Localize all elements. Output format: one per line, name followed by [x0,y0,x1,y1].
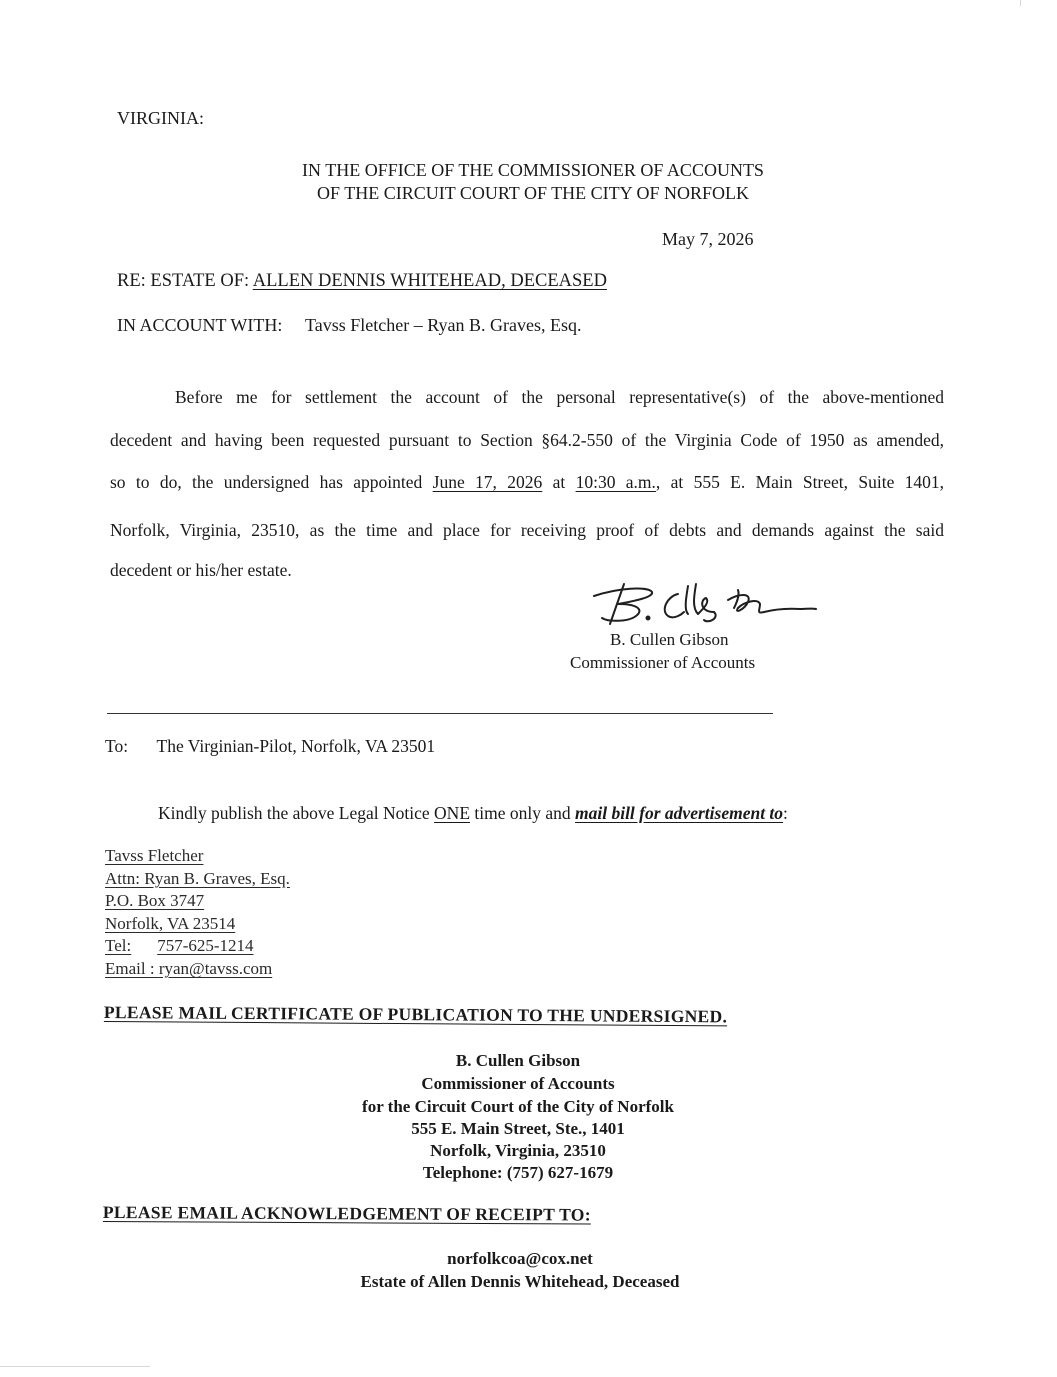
to-line [105,736,435,757]
hearing-date: June 17, 2026 [432,472,543,492]
certificate-street: 555 E. Main Street, Ste., 1401 [411,1119,625,1138]
estate-label: RE: ESTATE OF: [117,271,250,291]
estate-line [117,271,607,292]
billing-city: Norfolk, VA 23514 [105,914,236,933]
certificate-name: B. Cullen Gibson [455,1051,581,1070]
publish-suffix: : [783,803,788,823]
section-divider [107,713,773,714]
billing-email-line [105,959,272,979]
publish-count: ONE [434,803,471,823]
certificate-heading: PLEASE MAIL CERTIFICATE OF PUBLICATION TO THE UNDERSIGNED. [103,1002,728,1027]
certificate-court: for the Circuit Court of the City of Norfolk [362,1097,674,1116]
publish-prefix: Kindly publish the above Legal Notice [158,803,430,823]
account-with: Tavss Fletcher – Ryan B. Graves, Esq. [305,315,582,335]
billing-tel: 757-625-1214 [157,936,254,955]
body-line-3-at: at [552,472,566,492]
scan-corner-mark [1020,0,1021,6]
acknowledgement-email: norfolkcoa@cox.net [447,1249,593,1268]
body-line-3-prefix: so to do, the undersigned has appointed [110,472,423,492]
document-date: May 7, 2026 [662,229,754,249]
hearing-time: 10:30 a.m. [575,472,656,492]
signer-title: Commissioner of Accounts [570,653,756,672]
scan-edge-mark [0,1366,150,1367]
billing-tel-label: Tel: [105,936,132,955]
billing-tel-line [105,936,254,956]
acknowledgement-heading: PLEASE EMAIL ACKNOWLEDGEMENT OF RECEIPT TO: [102,1202,591,1225]
office-line-1: IN THE OFFICE OF THE COMMISSIONER OF ACCOUNTS [302,160,764,180]
body-line-1: Before me for settlement the account of the personal representative(s) of the above-mentioned [175,387,944,407]
state-heading: VIRGINIA: [117,108,204,128]
body-line-5: decedent or his/her estate. [110,560,292,580]
body-line-3 [110,472,944,493]
account-line [117,315,582,336]
to-recipient: The Virginian-Pilot, Norfolk, VA 23501 [156,736,436,756]
billing-firm: Tavss Fletcher [105,846,204,865]
to-label: To: [105,736,129,756]
certificate-title: Commissioner of Accounts [421,1074,615,1093]
billing-email: ryan@tavss.com [158,959,273,978]
billing-po-box: P.O. Box 3747 [105,891,205,910]
acknowledgement-estate: Estate of Allen Dennis Whitehead, Deceased [360,1272,680,1291]
body-line-3-suffix: , at 555 E. Main Street, Suite 1401, [655,472,945,492]
publish-emphasis: mail bill for advertisement to [575,803,784,823]
publish-middle: time only and [474,803,571,823]
office-line-2: OF THE CIRCUIT COURT OF THE CITY OF NORFOLK [317,183,749,203]
certificate-city: Norfolk, Virginia, 23510 [430,1141,606,1160]
billing-attn: Attn: Ryan B. Graves, Esq. [105,869,290,888]
body-line-4: Norfolk, Virginia, 23510, as the time and place for receiving proof of debts and demands against the said [110,520,944,540]
certificate-phone: Telephone: (757) 627-1679 [422,1163,614,1182]
estate-name: ALLEN DENNIS WHITEHEAD, DECEASED [252,271,607,291]
handwritten-signature [588,578,818,628]
account-label: IN ACCOUNT WITH: [117,315,283,335]
body-line-2: decedent and having been requested pursuant to Section §64.2-550 of the Virginia Code of 1950 as amended, [110,430,944,450]
billing-email-label: Email : [105,959,155,978]
publish-instruction [158,803,788,824]
signer-name: B. Cullen Gibson [610,630,729,649]
